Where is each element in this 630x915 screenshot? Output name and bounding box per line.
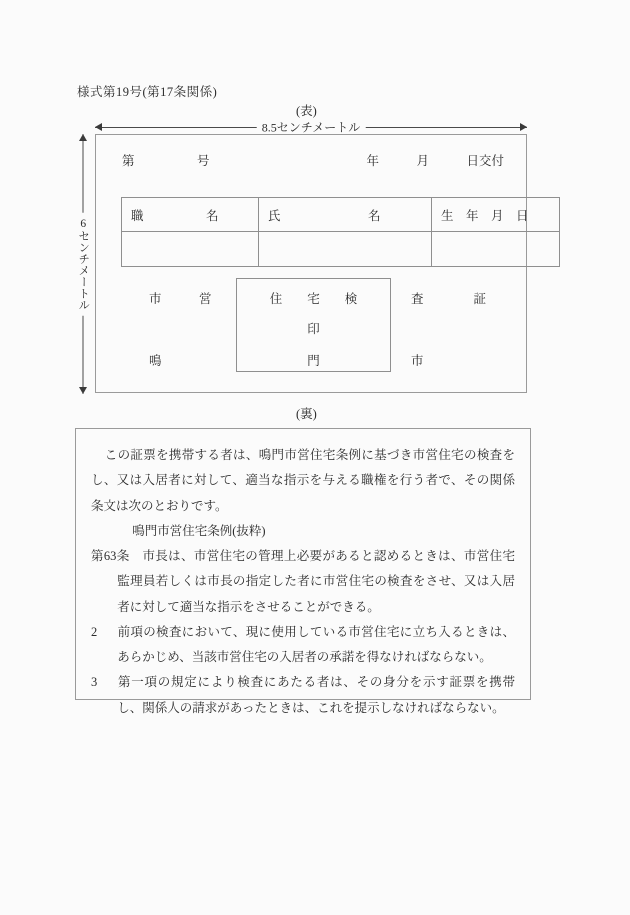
article-number-label: 第63条 [91, 549, 130, 563]
arrowhead-down-icon [79, 387, 87, 394]
seal-mark-label: 印 [307, 322, 320, 336]
ordinance-item-3 [91, 670, 515, 721]
cell-job-title[interactable] [122, 232, 259, 267]
cell-name[interactable] [259, 232, 432, 267]
title-line-seal [122, 313, 508, 343]
issuer-city-char-3: 市 [411, 354, 424, 368]
height-measurement-arrow [74, 134, 92, 394]
arrowhead-right-icon [520, 123, 527, 131]
title-housing-inspection: 住 宅 検 [269, 292, 358, 306]
width-measurement-arrow [95, 119, 527, 135]
item-text-2: 前項の検査において、現に使用している市営住宅に立ち入るときは、あらかじめ、当該市営住宅の入居者の承諾を得なければならない。 [117, 624, 515, 664]
title-municipal-prefix: 市 営 [149, 292, 212, 306]
issuer-city-char-1: 鳴 [149, 354, 162, 368]
certificate-number-field: 第 号 [122, 154, 210, 168]
title-certificate-suffix: 査 証 [411, 292, 487, 306]
issue-date-field: 年 月 日交付 [366, 154, 504, 168]
width-measurement-label: 8.5センチメートル [257, 119, 366, 136]
certificate-title-block [122, 283, 508, 379]
item-number-3: 3 [91, 675, 98, 690]
height-measurement-label: 6センチメートル [77, 213, 89, 316]
item-number-2: 2 [91, 624, 98, 639]
ordinance-item-2 [91, 620, 515, 671]
title-line-issuer [122, 345, 508, 375]
title-line-primary [122, 283, 508, 313]
ordinance-article-63 [91, 544, 515, 620]
front-side-label: (表) [296, 104, 317, 118]
arrowhead-left-icon [95, 123, 102, 131]
back-side-label: (裏) [296, 407, 317, 421]
column-header-birthdate: 生 年 月 日 [432, 198, 560, 232]
table-row [122, 232, 560, 267]
item-text-3: 第一項の規定により検査にあたる者は、その身分を示す証票を携帯し、関係人の請求があったときは、これを提示しなければならない。 [117, 675, 515, 715]
arrowhead-up-icon [79, 134, 87, 141]
card-header-row [122, 149, 504, 171]
form-number-heading: 様式第19号(第17条関係) [77, 85, 218, 99]
certificate-card-back [75, 428, 531, 715]
certificate-card-front [95, 134, 527, 393]
column-header-job-title: 職 名 [122, 198, 259, 232]
back-intro-paragraph: この証票を携帯する者は、鳴門市営住宅条例に基づき市営住宅の検査をし、又は入居者に対して、適当な指示を与える職権を行う者で、その関係条文は次のとおりです。 [91, 448, 515, 513]
article-body-text: 市長は、市営住宅の管理上必要があると認めるときは、市営住宅監理員若しくは市長の指定した者に市営住宅の検査をさせ、又は入居者に対して適当な指示をさせることができる。 [117, 549, 515, 614]
cell-birthdate[interactable] [432, 232, 560, 267]
table-header-row [122, 198, 560, 232]
column-header-name: 氏 名 [259, 198, 432, 232]
ordinance-heading: 鳴門市営住宅条例(抜粋) [132, 523, 266, 538]
holder-info-table [121, 197, 560, 267]
issuer-city-char-2: 門 [307, 354, 320, 368]
